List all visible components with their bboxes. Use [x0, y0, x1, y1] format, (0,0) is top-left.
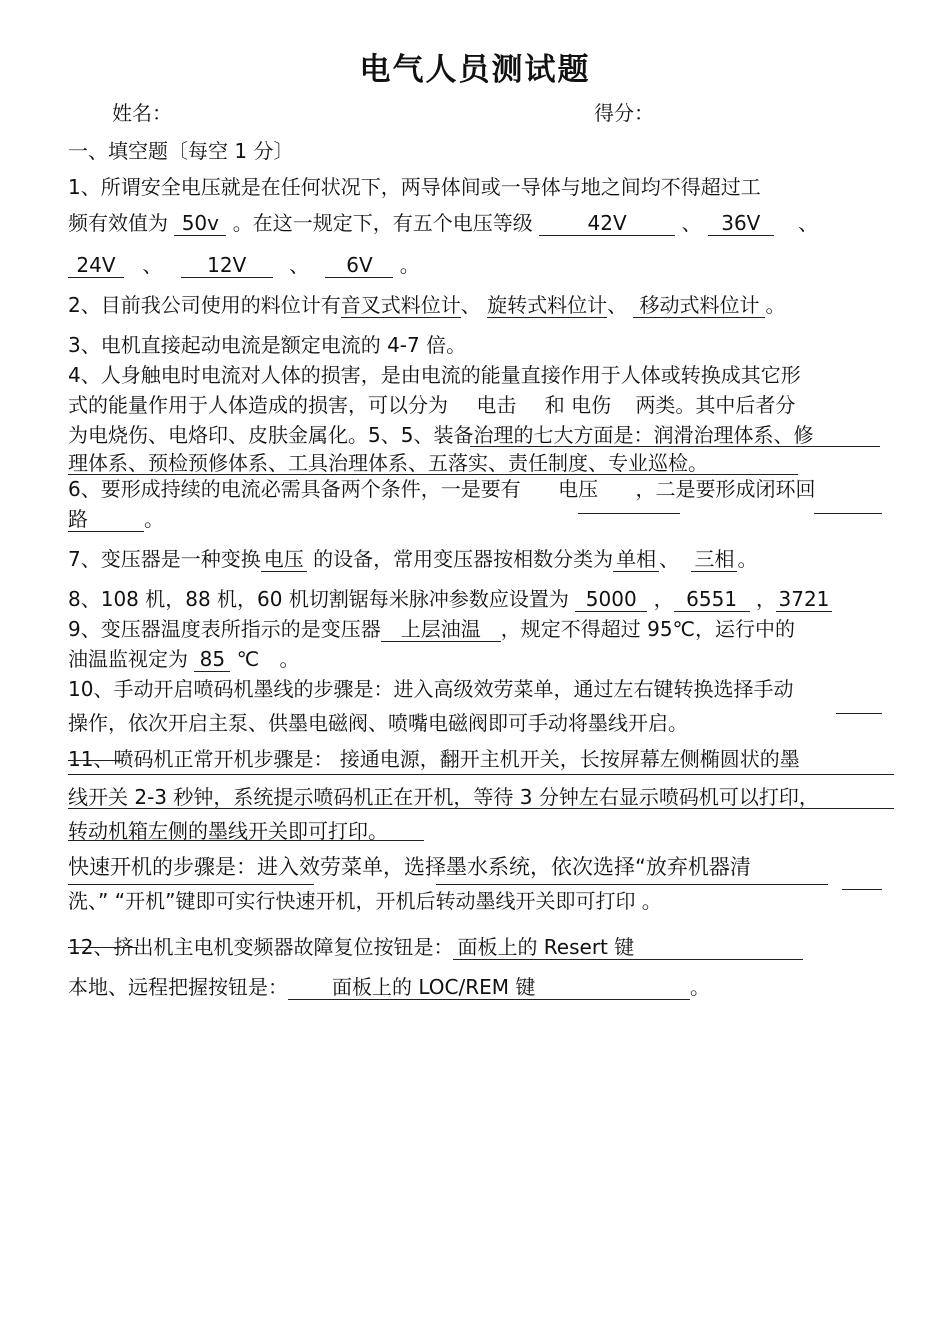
q6-blank-rule-1 — [578, 513, 680, 514]
q7-sep: 、 — [659, 547, 680, 571]
q11-line5: 洗、” “开机”键即可实行快速开机，开机后转动墨线开关即可打印 。 — [68, 889, 662, 913]
q7-end: 。 — [737, 547, 758, 571]
q11-underline-6 — [842, 889, 882, 890]
q2-end: 。 — [765, 293, 786, 317]
q10-line1: 10、手动开启喷码机墨线的步骤是：进入高级效劳菜单，通过左右键转换选择手动 — [68, 677, 794, 701]
q1-answer-1: 50v — [174, 211, 226, 236]
q8-answer-3: 3721 — [776, 587, 832, 612]
q6-answer-1: 电压 — [558, 477, 599, 501]
q1-text-b: 。在这一规定下，有五个电压等级 — [232, 211, 533, 235]
name-label: 姓名： — [112, 101, 172, 125]
q1-answer-6: 6V — [325, 253, 393, 278]
q11-line2: 线开关 2-3 秒钟，系统提示喷码机正在开机，等待 3 分钟左右显示喷码机可以打印， — [68, 785, 819, 809]
q1-text-a: 频有效值为 — [68, 211, 168, 235]
q12-strike-rule — [68, 947, 138, 948]
q4-line2 — [68, 392, 795, 418]
q7-answer-1: 电压 — [261, 547, 307, 572]
q10-line2: 操作，依次开启主泵、供墨电磁阀、喷嘴电磁阀即可手动将墨线开启。 — [68, 711, 688, 735]
q1-answer-2: 42V — [539, 211, 675, 236]
q1-answer-5: 12V — [181, 253, 273, 278]
q7-answer-2: 单相 — [613, 547, 659, 572]
q7-prefix: 7、变压器是一种变换 — [68, 547, 261, 571]
q8-sep-2: ， — [755, 587, 776, 611]
q9-text-c: 油温监视定为 — [68, 647, 188, 671]
q2-answer-1: 音叉式料位计 — [340, 293, 461, 317]
section-heading: 一、填空题〔每空 1 分〕 — [68, 139, 294, 163]
q1-sep-1: 、 — [681, 211, 702, 235]
q1-sep-4: 、 — [289, 253, 310, 277]
q9-line2 — [68, 646, 300, 672]
q11-underline-2 — [68, 808, 894, 809]
q8-answer-1: 5000 — [575, 587, 647, 612]
q7-line — [68, 546, 757, 572]
q4-answer-2: 电伤 — [571, 393, 612, 417]
q6-end: 。 — [144, 507, 164, 531]
q11-line4: 快速开机的步骤是：进入效劳菜单，选择墨水系统，依次选择“放弃机器清 — [68, 855, 751, 879]
q1-line1: 1、所谓安全电压就是在任何状况下，两导体间或一导体与地之间均不得超过工 — [68, 175, 761, 199]
q4-text-a: 式的能量作用于人体造成的损害，可以分为 — [68, 393, 448, 417]
q4-text-c: 两类。其中后者分 — [635, 393, 796, 417]
q1-sep-2: 、 — [798, 211, 819, 235]
q3-line: 3、电机直接起动电流是额定电流的 4-7 倍。 — [68, 333, 467, 357]
q1-answer-3: 36V — [708, 211, 774, 236]
q4-line1: 4、人身触电时电流对人体的损害，是由电流的能量直接作用于人体或转换成其它形 — [68, 363, 801, 387]
q6-line2 — [68, 506, 164, 532]
q11-underline-1 — [68, 774, 894, 775]
q12-prefix-2: 本地、远程把握按钮是： — [68, 975, 288, 999]
q8-line — [68, 586, 832, 612]
q11-line1: 11、喷码机正常开机步骤是： 接通电源，翻开主机开关，长按屏幕左侧椭圆状的墨 — [68, 747, 800, 771]
q11-line3: 转动机箱左侧的墨线开关即可打印。 — [68, 819, 388, 843]
q9-end: 。 — [279, 647, 300, 671]
q12-prefix: 12、挤出机主电机变频器故障复位按钮是： — [68, 935, 454, 959]
q5-line1: 为电烧伤、电烙印、皮肤金属化。5、5、装备治理的七大方面是：润滑治理体系、修 — [68, 423, 814, 447]
q9-text-a: 9、变压器温度表所指示的是变压器 — [68, 617, 381, 641]
q6-blank-rule-2 — [814, 513, 882, 514]
q7-mid: 的设备，常用变压器按相数分类为 — [313, 547, 614, 571]
q6-text-a: 6、要形成持续的电流必需具备两个条件，一是要有 — [68, 477, 521, 501]
q6-line1 — [68, 476, 815, 502]
q5-underline-1 — [470, 446, 880, 447]
score-label: 得分： — [594, 101, 654, 125]
q1-sep-3: 、 — [142, 253, 163, 277]
q1-answer-4: 24V — [68, 253, 124, 278]
page-title: 电气人员测试题 — [359, 52, 591, 88]
q9-answer-2: 85 — [194, 647, 230, 672]
q1-line3 — [68, 252, 420, 278]
q9-unit: ℃ — [236, 647, 260, 671]
q12-line1 — [68, 934, 803, 960]
q9-answer-1: 上层油温 — [381, 617, 501, 642]
q4-answer-1: 电击 — [476, 393, 517, 417]
q2-sep-1: 、 — [460, 293, 481, 317]
q12-answer-2: 面板上的 LOC/REM 键 — [288, 975, 690, 1000]
q8-prefix: 8、108 机，88 机，60 机切割锯每米脉冲参数应设置为 — [68, 587, 569, 611]
q2-answer-3: 移动式料位计 — [633, 293, 765, 318]
q5-underline-2 — [68, 474, 798, 475]
q12-answer-1: 面板上的 Resert 键 — [453, 935, 803, 960]
q12-end: 。 — [690, 975, 710, 999]
q12-line2 — [68, 974, 710, 1000]
q10-blank-rule — [836, 713, 882, 714]
q2-prefix: 2、目前我公司使用的料位计有 — [68, 293, 341, 317]
q11-underline-4 — [68, 884, 314, 885]
q9-text-b: ，规定不得超过 95℃，运行中的 — [500, 617, 796, 641]
q1-end: 。 — [399, 253, 420, 277]
q8-sep-1: ， — [653, 587, 674, 611]
q8-answer-2: 6551 — [674, 587, 750, 612]
q5-line2: 理体系、预检预修体系、工具治理体系、五落实、责任制度、专业巡检。 — [68, 451, 708, 475]
q9-line1 — [68, 616, 795, 642]
q11-strike-rule — [68, 760, 124, 761]
q4-text-b: 和 — [544, 393, 565, 417]
q7-answer-3: 三相 — [691, 547, 737, 572]
q11-underline-3 — [68, 840, 424, 841]
q6-answer-2: 路 — [68, 507, 144, 532]
q2-sep-2: 、 — [607, 293, 628, 317]
q1-line2 — [68, 210, 818, 236]
q11-underline-5 — [436, 884, 828, 885]
q2-answer-2: 旋转式料位计 — [487, 293, 608, 317]
q2-line — [68, 292, 785, 318]
q6-text-b: ，二是要形成闭环回 — [635, 477, 816, 501]
